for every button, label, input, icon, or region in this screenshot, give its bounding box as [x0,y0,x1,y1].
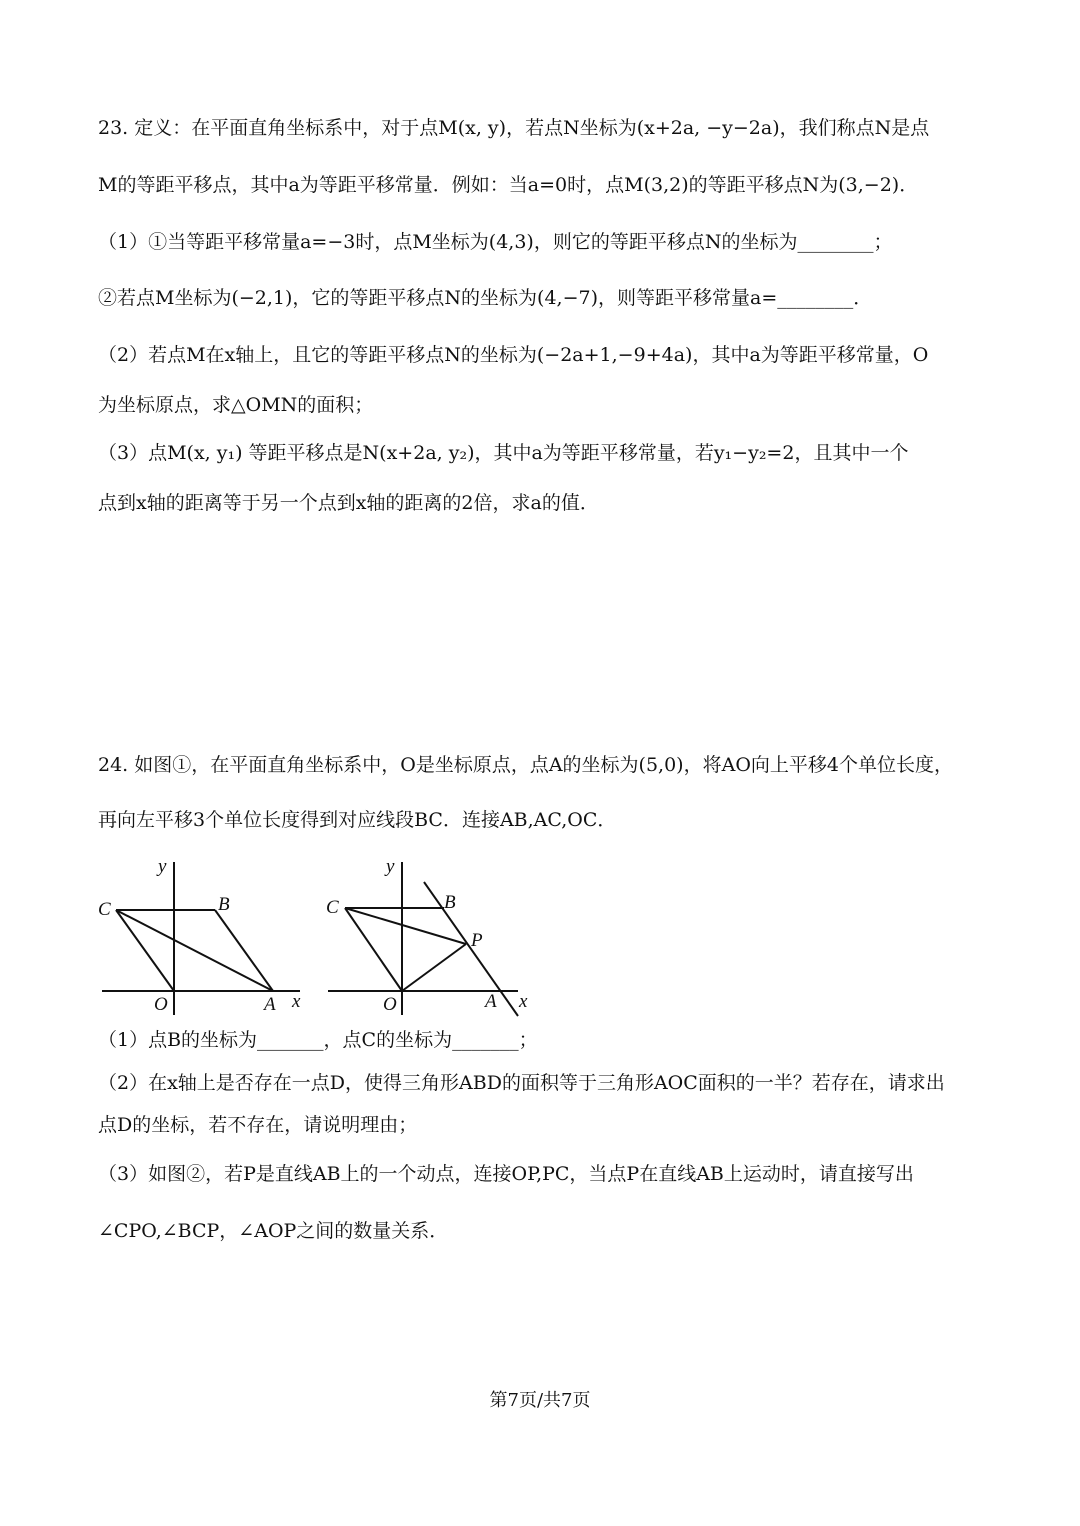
fig1-segment-CA [116,910,273,991]
fig1-label-x: x [292,991,301,1012]
fig2-label-P: P [471,930,483,951]
q24-part-1: （1）点B的坐标为_______，点C的坐标为_______； [98,1029,538,1051]
fig2-segment-CP [345,908,466,944]
figure-1 [90,850,320,1020]
fig2-segment-OP [402,944,466,991]
fig1-label-O: O [154,994,168,1015]
fig1-label-C: C [98,899,111,920]
fig2-label-A: A [485,991,497,1012]
fig1-segment-CO [116,910,174,991]
fig2-label-x: x [519,991,528,1012]
q23-line-4: ②若点M坐标为(−2,1)，它的等距平移点N的坐标为(4,−7)，则等距平移常量a=________． [98,287,873,309]
fig2-label-y: y [386,856,395,877]
fig1-label-y: y [158,856,167,877]
q23-line-1: 23. 定义：在平面直角坐标系中，对于点M(x, y)，若点N坐标为(x+2a, −y−2a)，我们称点N是点 [98,117,930,139]
q23-line-3: （1）①当等距平移常量a=−3时，点M坐标为(4,3)，则它的等距平移点N的坐标为________； [98,231,893,253]
fig1-label-A: A [264,994,276,1015]
q23-line-8: 点到x轴的距离等于另一个点到x轴的距离的2倍，求a的值． [98,492,599,514]
q23-line-5: （2）若点M在x轴上，且它的等距平移点N的坐标为(−2a+1,−9+4a)，其中a为等距平移常量，O [98,344,929,366]
q24-line-2: 再向左平移3个单位长度得到对应线段BC．连接AB,AC,OC． [98,809,617,831]
q24-line-1: 24. 如图①，在平面直角坐标系中，O是坐标原点，点A的坐标为(5,0)，将AO向上平移4个单位长度， [98,754,953,776]
fig2-label-B: B [444,892,456,913]
fig2-label-O: O [383,994,397,1015]
figure-2 [320,850,550,1020]
q23-line-6: 为坐标原点，求△OMN的面积； [98,394,374,416]
fig1-label-B: B [218,894,230,915]
q23-line-2: M的等距平移点，其中a为等距平移常量．例如：当a=0时，点M(3,2)的等距平移点N为(3,−2)． [98,174,919,196]
q24-part-2-cont: 点D的坐标，若不存在，请说明理由； [98,1114,418,1136]
fig1-segment-BA [215,910,273,991]
fig2-segment-CO [345,908,402,991]
q23-line-7: （3）点M(x, y₁) 等距平移点是N(x+2a, y₂)，其中a为等距平移常量，若y₁−y₂=2，且其中一个 [98,442,909,464]
q24-part-2: （2）在x轴上是否存在一点D，使得三角形ABD的面积等于三角形AOC面积的一半？若存在，请求出 [98,1072,945,1094]
q24-part-3-cont: ∠CPO,∠BCP，∠AOP之间的数量关系． [98,1220,449,1242]
page-footer: 第7页/共7页 [489,1390,591,1411]
fig2-label-C: C [326,897,339,918]
q24-part-3: （3）如图②，若P是直线AB上的一个动点，连接OP,PC，当点P在直线AB上运动时，请直接写出 [98,1163,914,1185]
